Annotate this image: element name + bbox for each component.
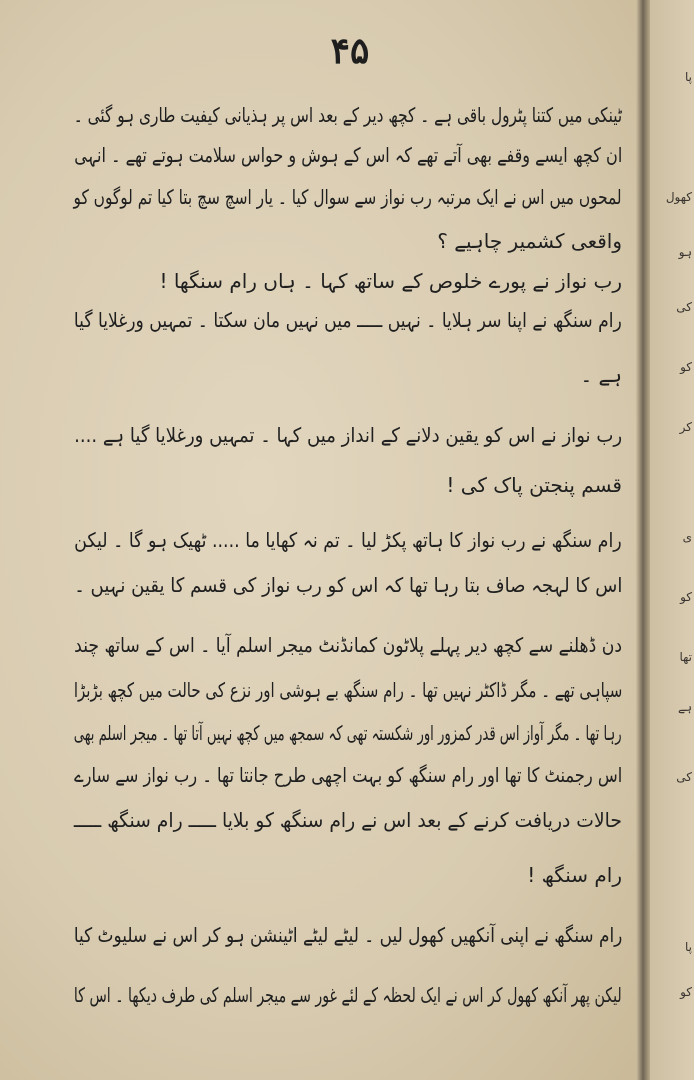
margin-fragment: پا [685, 940, 692, 954]
text-line: رام سنگھ نے اپنی آنکھیں کھول لیں ۔ لیٹے لیٹے اٹینشن ہو کر اس نے سلیوٹ کیا [73, 923, 622, 947]
adjacent-page-edge [650, 0, 694, 1080]
text-line: رام سنگھ نے رب نواز کا ہاتھ پکڑ لیا ۔ تم نہ کھایا ما ..... ٹھیک ہو گا ۔ لیکن [74, 528, 622, 552]
margin-fragment: کو [680, 360, 692, 374]
margin-fragment: ہے [677, 700, 692, 714]
text-line: حالات دریافت کرنے کے بعد اس نے رام سنگھ کو بلایا ـــــ رام سنگھ ـــــ [73, 808, 622, 832]
text-line: اس کا لہجہ صاف بتا رہا تھا کہ اس کو رب نواز کی قسم کا یقین نہیں ۔ [73, 573, 622, 597]
margin-fragment: تھا [679, 650, 692, 664]
margin-fragment: پا [685, 70, 692, 84]
text-line: رب نواز نے پورے خلوص کے ساتھ کہا ۔ ہاں رام سنگھا ! [159, 269, 622, 293]
text-line: رام سنگھ ! [527, 863, 622, 887]
book-gutter [636, 0, 650, 1080]
text-line: رام سنگھ نے اپنا سر ہلایا ۔ نہیں ـــــ میں نہیں مان سکتا ۔ تمہیں ورغلایا گیا [74, 308, 622, 332]
margin-fragment: ہو [678, 245, 692, 259]
margin-fragment: کی [676, 770, 692, 784]
text-line: واقعی کشمیر چاہیے ؟ [437, 229, 622, 253]
text-line: رب نواز نے اس کو یقین دلانے کے انداز میں کہا ۔ تمہیں ورغلایا گیا ہے .... [74, 423, 622, 447]
margin-fragment: کھول [665, 190, 692, 204]
text-line: ٹینکی میں کتنا پٹرول باقی ہے ۔ کچھ دیر کے بعد اس پر ہذیانی کیفیت طاری ہو گئی ۔ [73, 103, 622, 127]
text-line: قسم پنجتن پاک کی ! [446, 473, 622, 497]
text-line: لمحوں میں اس نے ایک مرتبہ رب نواز سے سوال کیا ۔ یار اسچ سچ بتا کیا تم لوگوں کو [73, 185, 622, 209]
text-line: ہے ۔ [580, 363, 622, 387]
text-line: رہا تھا ۔ مگر آواز اس قدر کمزور اور شکستہ تھی کہ سمجھ میں کچھ نہیں آتا تھا ۔ میجر اسلم بھی [74, 721, 622, 745]
margin-fragment: کو [680, 985, 692, 999]
text-line: دن ڈھلنے سے کچھ دیر پہلے پلاٹون کمانڈنٹ میجر اسلم آیا ۔ اس کے ساتھ چند [74, 633, 622, 657]
text-line: لیکن پھر آنکھ کھول کر اس نے ایک لحظہ کے لئے غور سے میجر اسلم کی طرف دیکھا ۔ اس کا [74, 983, 622, 1007]
text-line: ان کچھ ایسے وقفے بھی آتے تھے کہ اس کے ہوش و حواس سلامت ہوتے تھے ۔ انہی [74, 143, 622, 167]
page-number: ۴۵ [330, 30, 370, 72]
text-line: سپاہی تھے ۔ مگر ڈاکٹر نہیں تھا ۔ رام سنگھ بے ہوشی اور نزع کی حالت میں کچھ بڑبڑا [73, 678, 622, 702]
margin-fragment: ی [682, 530, 692, 544]
margin-fragment: کی [676, 300, 692, 314]
margin-fragment: کو [680, 590, 692, 604]
margin-fragment: کر [679, 420, 692, 434]
text-line: اس رجمنٹ کا تھا اور رام سنگھ کو بہت اچھی طرح جانتا تھا ۔ رب نواز سے سارے [73, 763, 622, 787]
